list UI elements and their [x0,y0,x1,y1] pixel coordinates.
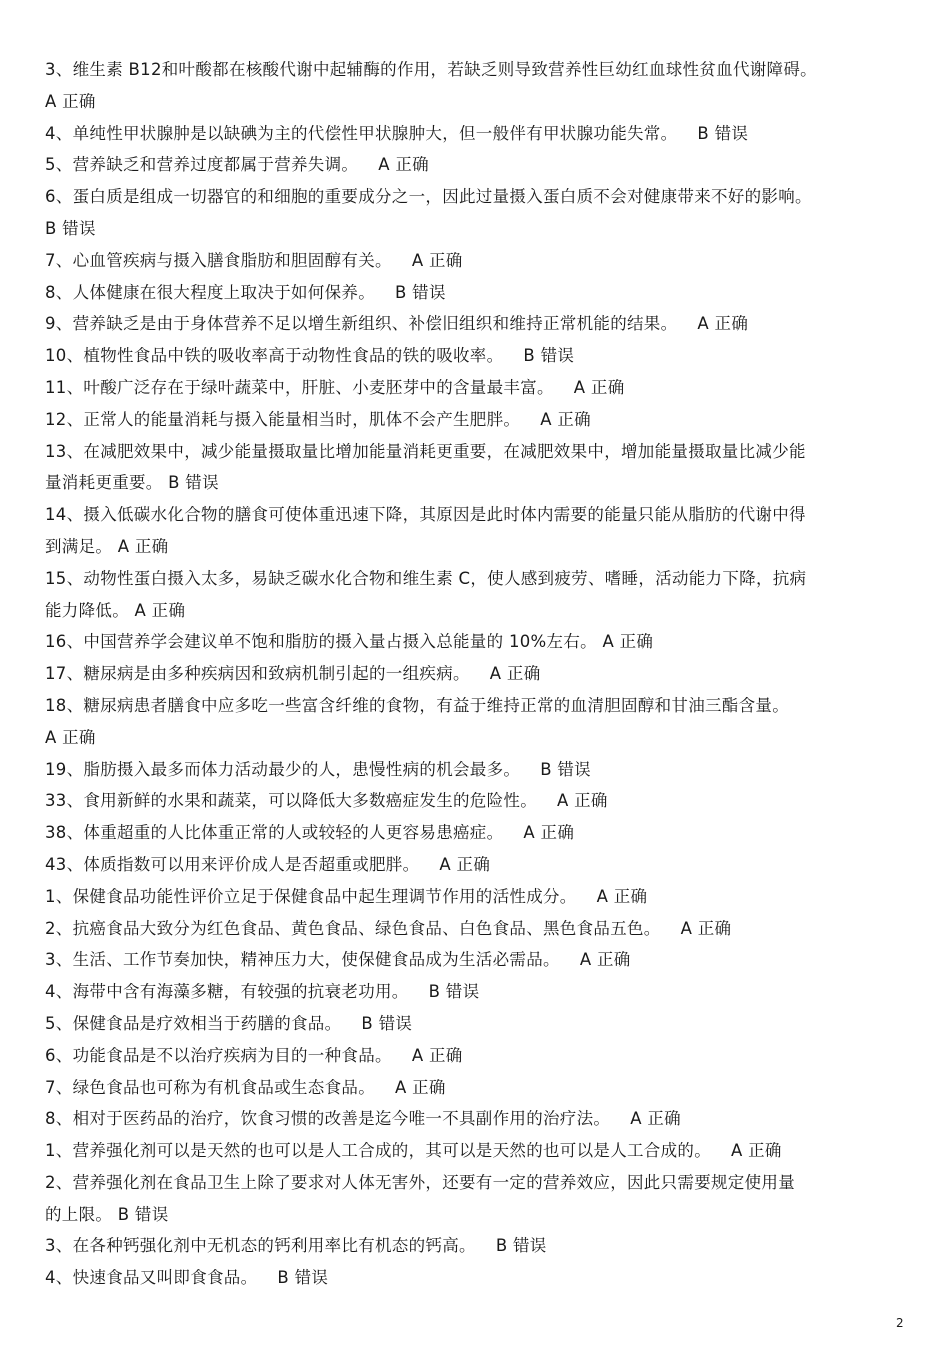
question-text: 6、功能食品是不以治疗疾病为目的一种食品。 [45,1045,392,1065]
question-text: 6、蛋白质是组成一切器官的和细胞的重要成分之一，因此过量摄入蛋白质不会对健康带来不好的影响。 [45,187,812,207]
question-line [45,944,885,976]
question-continuation: A 正确 [45,727,96,747]
question-line [45,372,885,404]
question-line [45,690,885,722]
question-text: 18、糖尿病患者膳食中应多吃一些富含纤维的食物，有益于维持正常的血清胆固醇和甘油三酯含量。 [45,695,789,715]
question-text: 4、快速食品又叫即食食品。 [45,1268,258,1288]
answer-text: A 正确 [579,950,631,970]
question-list [45,54,885,1294]
question-text: 14、摄入低碳水化合物的膳食可使体重迅速下降，其原因是此时体内需要的能量只能从脂肪的代谢中得 [45,505,806,525]
question-text: 3、生活、工作节奏加快，精神压力大，使保健食品成为生活必需品。 [45,950,560,970]
question-line [45,245,885,277]
question-text: 1、营养强化剂可以是天然的也可以是人工合成的，其可以是天然的也可以是人工合成的。 [45,1141,711,1161]
question-text: 4、海带中含有海藻多糖，有较强的抗衰老功用。 [45,982,409,1002]
page-number: 2 [896,1316,904,1330]
question-line [45,149,885,181]
answer-text: B 错误 [540,759,591,779]
question-line [45,881,885,913]
question-line [45,340,885,372]
question-text: 4、单纯性甲状腺肿是以缺碘为主的代偿性甲状腺肿大，但一般伴有甲状腺功能失常。 [45,123,678,143]
question-text: 2、营养强化剂在食品卫生上除了要求对人体无害外，还要有一定的营养效应，因此只需要规定使用量 [45,1172,795,1192]
question-text: 5、保健食品是疗效相当于药膳的食品。 [45,1013,342,1033]
question-line [45,1230,885,1262]
answer-text: A 正确 [523,823,575,843]
question-line [45,626,885,658]
question-text: 13、在减肥效果中，减少能量摄取量比增加能量消耗更重要，在减肥效果中，增加能量摄取量比减少能 [45,441,806,461]
answer-text: A 正确 [411,1045,463,1065]
answer-text: B 错误 [277,1268,329,1288]
question-text: 2、抗癌食品大致分为红色食品、黄色食品、绿色食品、白色食品、黑色食品五色。 [45,918,661,938]
question-line [45,181,885,213]
answer-text: B 错误 [495,1236,547,1256]
answer-text: A 正确 [540,409,591,429]
question-text: 8、相对于医药品的治疗，饮食习惯的改善是迄今唯一不具副作用的治疗法。 [45,1109,611,1129]
question-text: 1、保健食品功能性评价立足于保健食品中起生理调节作用的活性成分。 [45,886,577,906]
question-line [45,817,885,849]
question-line [45,1262,885,1294]
answer-text: A 正确 [378,155,429,175]
question-line [45,1135,885,1167]
question-line [45,277,885,309]
answer-text: A 正确 [731,1141,782,1161]
question-text: 11、叶酸广泛存在于绿叶蔬菜中，肝脏、小麦胚芽中的含量最丰富。 [45,377,554,397]
question-text: 9、营养缺乏是由于身体营养不足以增生新组织、补偿旧组织和维持正常机能的结果。 [45,314,678,334]
question-line [45,436,885,468]
question-text: 19、脂肪摄入最多而体力活动最少的人，患慢性病的机会最多。 [45,759,521,779]
question-line [45,785,885,817]
question-line [45,849,885,881]
question-continuation: 能力降低。 A 正确 [45,600,186,620]
question-line [45,404,885,436]
question-text: 7、心血管疾病与摄入膳食脂肪和胆固醇有关。 [45,250,392,270]
question-continuation: A 正确 [45,91,96,111]
question-continuation: 的上限。 B 错误 [45,1204,169,1224]
question-text: 10、植物性食品中铁的吸收率高于动物性食品的铁的吸收率。 [45,346,504,366]
question-line [45,658,885,690]
question-line [45,54,885,86]
question-text: 16、中国营养学会建议单不饱和脂肪的摄入量占摄入总能量的 10%左右。 A 正确 [45,632,654,652]
question-text: 12、正常人的能量消耗与摄入能量相当时，肌体不会产生肥胖。 [45,409,521,429]
answer-text: A 正确 [630,1109,681,1129]
answer-text: B 错误 [361,1013,413,1033]
question-text: 38、体重超重的人比体重正常的人或较轻的人更容易患癌症。 [45,823,504,843]
question-line [45,913,885,945]
answer-text: B 错误 [395,282,446,302]
question-text: 5、营养缺乏和营养过度都属于营养失调。 [45,155,359,175]
question-line [45,308,885,340]
answer-text: B 错误 [428,982,480,1002]
question-line [45,563,885,595]
answer-text: B 错误 [697,123,749,143]
answer-text: A 正确 [411,250,463,270]
question-line [45,1103,885,1135]
question-text: 15、动物性蛋白摄入太多，易缺乏碳水化合物和维生素 C，使人感到疲劳、嗜睡，活动能力下降，抗病 [45,568,807,588]
answer-text: A 正确 [439,854,491,874]
question-text: 3、维生素 B12和叶酸都在核酸代谢中起辅酶的作用，若缺乏则导致营养性巨幼红血球性贫血代谢障碍。 [45,60,817,79]
question-text: 8、人体健康在很大程度上取决于如何保养。 [45,282,375,302]
answer-text: A 正确 [557,791,608,811]
answer-text: B 错误 [523,346,575,366]
question-line [45,1072,885,1104]
answer-text: A 正确 [573,377,625,397]
answer-text: A 正确 [697,314,749,334]
question-line [45,118,885,150]
question-continuation: 到满足。 A 正确 [45,536,169,556]
question-line [45,499,885,531]
question-line [45,1167,885,1199]
answer-text: A 正确 [680,918,732,938]
question-text: 7、绿色食品也可称为有机食品或生态食品。 [45,1077,375,1097]
answer-text: A 正确 [395,1077,446,1097]
answer-text: A 正确 [489,664,541,684]
question-text: 3、在各种钙强化剂中无机态的钙利用率比有机态的钙高。 [45,1236,476,1256]
question-continuation: 量消耗更重要。 B 错误 [45,473,219,493]
question-line [45,754,885,786]
question-text: 33、食用新鲜的水果和蔬菜，可以降低大多数癌症发生的危险性。 [45,791,537,811]
question-line [45,1040,885,1072]
answer-text: A 正确 [596,886,648,906]
question-line [45,976,885,1008]
question-continuation: B 错误 [45,218,96,238]
question-line [45,1008,885,1040]
question-text: 17、糖尿病是由多种疾病因和致病机制引起的一组疾病。 [45,664,470,684]
question-text: 43、体质指数可以用来评价成人是否超重或肥胖。 [45,854,420,874]
